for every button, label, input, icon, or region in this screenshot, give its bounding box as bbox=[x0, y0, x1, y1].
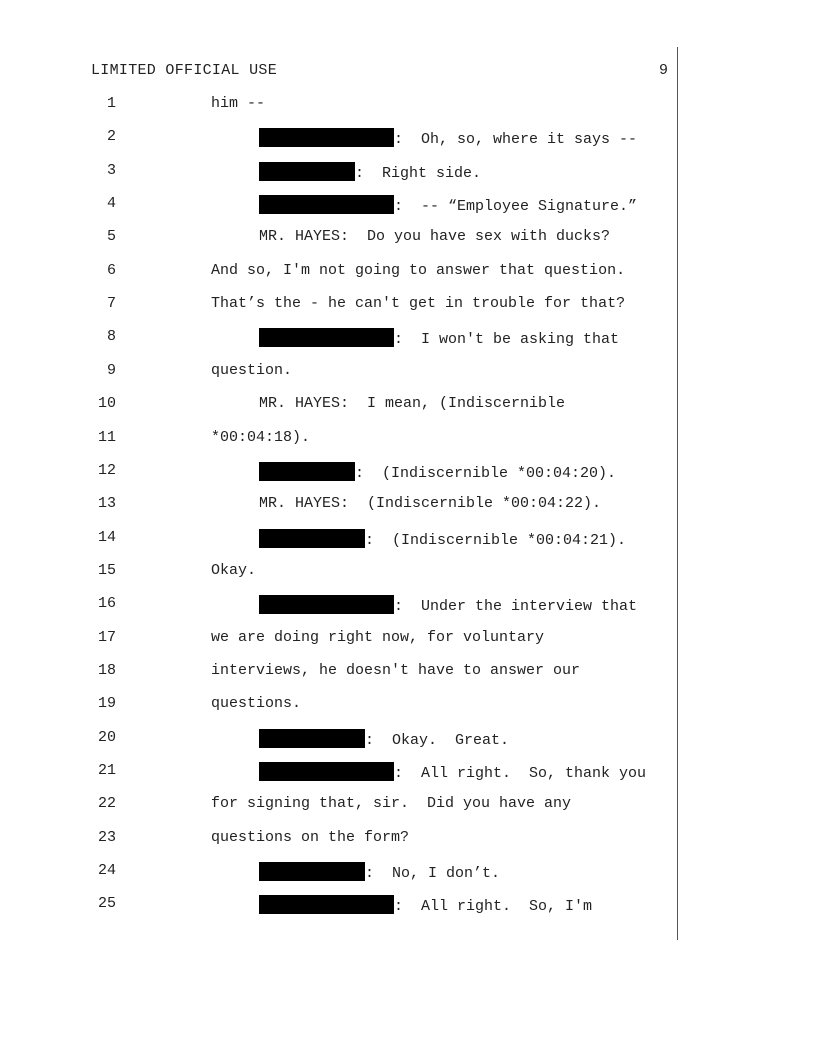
line-number: 7 bbox=[106, 295, 116, 313]
line-content bbox=[259, 862, 500, 882]
redaction-bar bbox=[259, 762, 394, 781]
line-content bbox=[259, 762, 646, 782]
line-content bbox=[259, 529, 626, 549]
line-text: him -- bbox=[211, 95, 266, 112]
line-text: *00:04:18). bbox=[211, 428, 311, 446]
line-content bbox=[259, 595, 637, 615]
line-text: : Right side. bbox=[355, 164, 482, 182]
line-text: : Oh, so, where it says -- bbox=[394, 131, 638, 149]
right-margin-rule bbox=[677, 47, 678, 940]
line-number: 20 bbox=[97, 728, 116, 746]
line-number: 19 bbox=[97, 695, 116, 713]
line-number: 22 bbox=[97, 795, 116, 813]
line-content bbox=[211, 629, 544, 646]
line-number: 15 bbox=[97, 561, 116, 579]
redaction-bar bbox=[259, 529, 365, 548]
line-number: 25 bbox=[97, 895, 116, 913]
line-number: 2 bbox=[106, 128, 116, 146]
line-text: That’s the - he can't get in trouble for that? bbox=[211, 295, 626, 313]
line-number: 8 bbox=[106, 328, 116, 346]
line-content bbox=[259, 895, 592, 915]
line-text: : -- “Employee Signature.” bbox=[394, 198, 638, 216]
line-number: 4 bbox=[106, 195, 116, 213]
redaction-bar bbox=[259, 128, 394, 147]
line-content bbox=[211, 829, 409, 846]
classification-header: LIMITED OFFICIAL USE bbox=[91, 62, 278, 79]
line-text: question. bbox=[211, 361, 293, 379]
line-content bbox=[211, 362, 292, 379]
line-text: for signing that, sir. Did you have any bbox=[211, 795, 572, 813]
redaction-bar bbox=[259, 729, 365, 748]
line-content bbox=[259, 328, 619, 348]
line-text: : I won't be asking that bbox=[394, 331, 620, 349]
line-text: MR. HAYES: I mean, (Indiscernible bbox=[259, 395, 566, 413]
line-text: : All right. So, thank you bbox=[394, 765, 647, 782]
redaction-bar bbox=[259, 162, 355, 181]
line-text: we are doing right now, for voluntary bbox=[211, 628, 545, 646]
line-text: questions. bbox=[211, 695, 302, 713]
redaction-bar bbox=[259, 328, 394, 347]
line-text: MR. HAYES: Do you have sex with ducks? bbox=[259, 228, 611, 246]
line-text: : (Indiscernible *00:04:21). bbox=[365, 531, 627, 549]
redaction-bar bbox=[259, 862, 365, 881]
line-number: 23 bbox=[97, 828, 116, 846]
line-number: 17 bbox=[97, 628, 116, 646]
line-content bbox=[259, 128, 637, 148]
line-number: 16 bbox=[97, 595, 116, 613]
page-number: 9 bbox=[659, 62, 669, 79]
line-number: 5 bbox=[106, 228, 116, 246]
line-content bbox=[259, 729, 509, 749]
line-number: 3 bbox=[106, 161, 116, 179]
redaction-bar bbox=[259, 195, 394, 214]
line-text: And so, I'm not going to answer that question. bbox=[211, 261, 626, 279]
line-content bbox=[259, 162, 481, 182]
line-number: 9 bbox=[106, 361, 116, 379]
line-content bbox=[211, 562, 256, 579]
line-content bbox=[211, 695, 301, 712]
line-number: 18 bbox=[97, 661, 116, 679]
line-number: 12 bbox=[97, 461, 116, 479]
line-text: : Under the interview that bbox=[394, 598, 638, 616]
line-number: 13 bbox=[97, 495, 116, 513]
line-number: 14 bbox=[97, 528, 116, 546]
line-content bbox=[259, 395, 565, 412]
line-text: : (Indiscernible *00:04:20). bbox=[355, 464, 617, 482]
redaction-bar bbox=[259, 895, 394, 914]
line-number: 21 bbox=[97, 762, 116, 779]
line-text: MR. HAYES: (Indiscernible *00:04:22). bbox=[259, 495, 602, 513]
line-text: questions on the form? bbox=[211, 828, 410, 846]
line-content bbox=[211, 262, 625, 279]
line-number: 24 bbox=[97, 862, 116, 880]
redaction-bar bbox=[259, 462, 355, 481]
line-text: : No, I don’t. bbox=[365, 865, 501, 883]
line-content bbox=[211, 662, 580, 679]
line-text: : All right. So, I'm bbox=[394, 898, 593, 916]
line-number: 10 bbox=[97, 395, 116, 413]
line-text: : Okay. Great. bbox=[365, 731, 510, 749]
line-number: 6 bbox=[106, 261, 116, 279]
line-text: interviews, he doesn't have to answer our bbox=[211, 661, 581, 679]
line-content bbox=[211, 429, 310, 446]
line-content bbox=[211, 95, 265, 112]
line-number: 1 bbox=[106, 95, 116, 112]
redaction-bar bbox=[259, 595, 394, 614]
line-content bbox=[259, 462, 616, 482]
line-text: Okay. bbox=[211, 561, 257, 579]
line-content bbox=[211, 795, 571, 812]
line-content bbox=[259, 228, 610, 245]
line-number: 11 bbox=[97, 428, 116, 446]
line-content bbox=[259, 495, 601, 512]
line-content bbox=[259, 195, 637, 215]
line-content bbox=[211, 295, 625, 312]
